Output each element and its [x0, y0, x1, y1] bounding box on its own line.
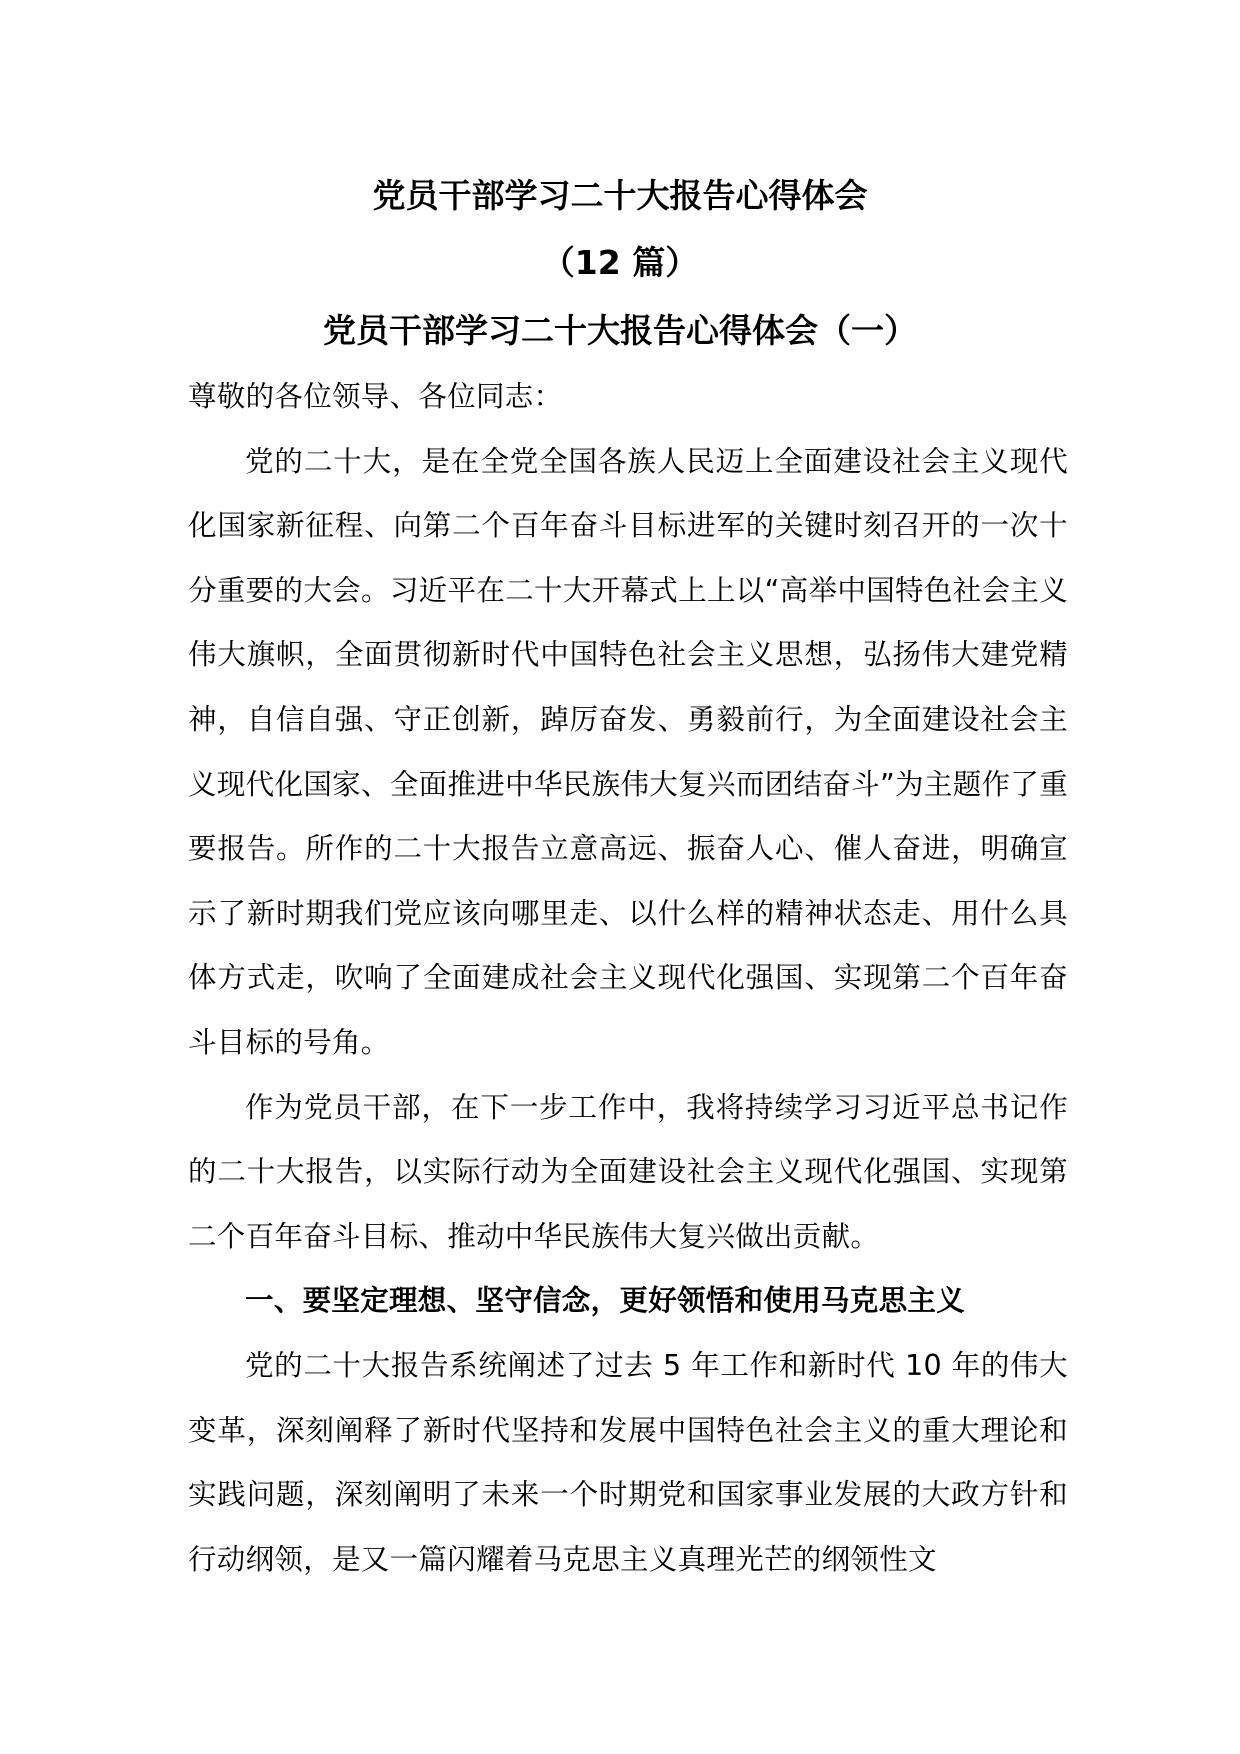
document-title: 党员干部学习二十大报告心得体会 — [372, 176, 868, 215]
paragraph-3: 党的二十大报告系统阐述了过去 5 年工作和新时代 10 年的伟大变革，深刻阐释了新时代坚持和发展中国特色社会主义的重大理论和实践问题，深刻阐明了未来一个时期党和国家事业发展的大政方针和行动纲领，是又一篇闪耀着马克思主义真理光芒的纲领性文 — [188, 1348, 1068, 1576]
document-body — [188, 365, 1068, 1592]
paragraph-2: 作为党员干部，在下一步工作中，我将持续学习习近平总书记作的二十大报告，以实际行动为全面建设社会主义现代化强国、实现第二个百年奋斗目标、推动中华民族伟大复兴做出贡献。 — [188, 1090, 1068, 1253]
salutation: 尊敬的各位领导、各位同志： — [188, 380, 563, 413]
document-count: （12 篇） — [541, 243, 699, 282]
section-heading-1: 一、要坚定理想、坚守信念，更好领悟和使用马克思主义 — [245, 1284, 966, 1318]
paragraph-1: 党的二十大，是在全党全国各族人民迈上全面建设社会主义现代化国家新征程、向第二个百年奋斗目标进军的关键时刻召开的一次十分重要的大会。习近平在二十大开幕式上上以“高举中国特色社会主义伟大旗帜，全面贯彻新时代中国特色社会主义思想，弘扬伟大建党精神，自信自强、守正创新，踔厉奋发、勇毅前行，为全面建设社会主义现代化国家、全面推进中华民族伟大复兴而团结奋斗”为主题作了重要报告。所作的二十大报告立意高远、振奋人心、催人奋进，明确宣示了新时期我们党应该向哪里走、以什么样的精神状态走、用什么具体方式走，吹响了全面建成社会主义现代化强国、实现第二个百年奋斗目标的号角。 — [188, 444, 1068, 1059]
section-title: 党员干部学习二十大报告心得体会（一） — [323, 311, 917, 350]
